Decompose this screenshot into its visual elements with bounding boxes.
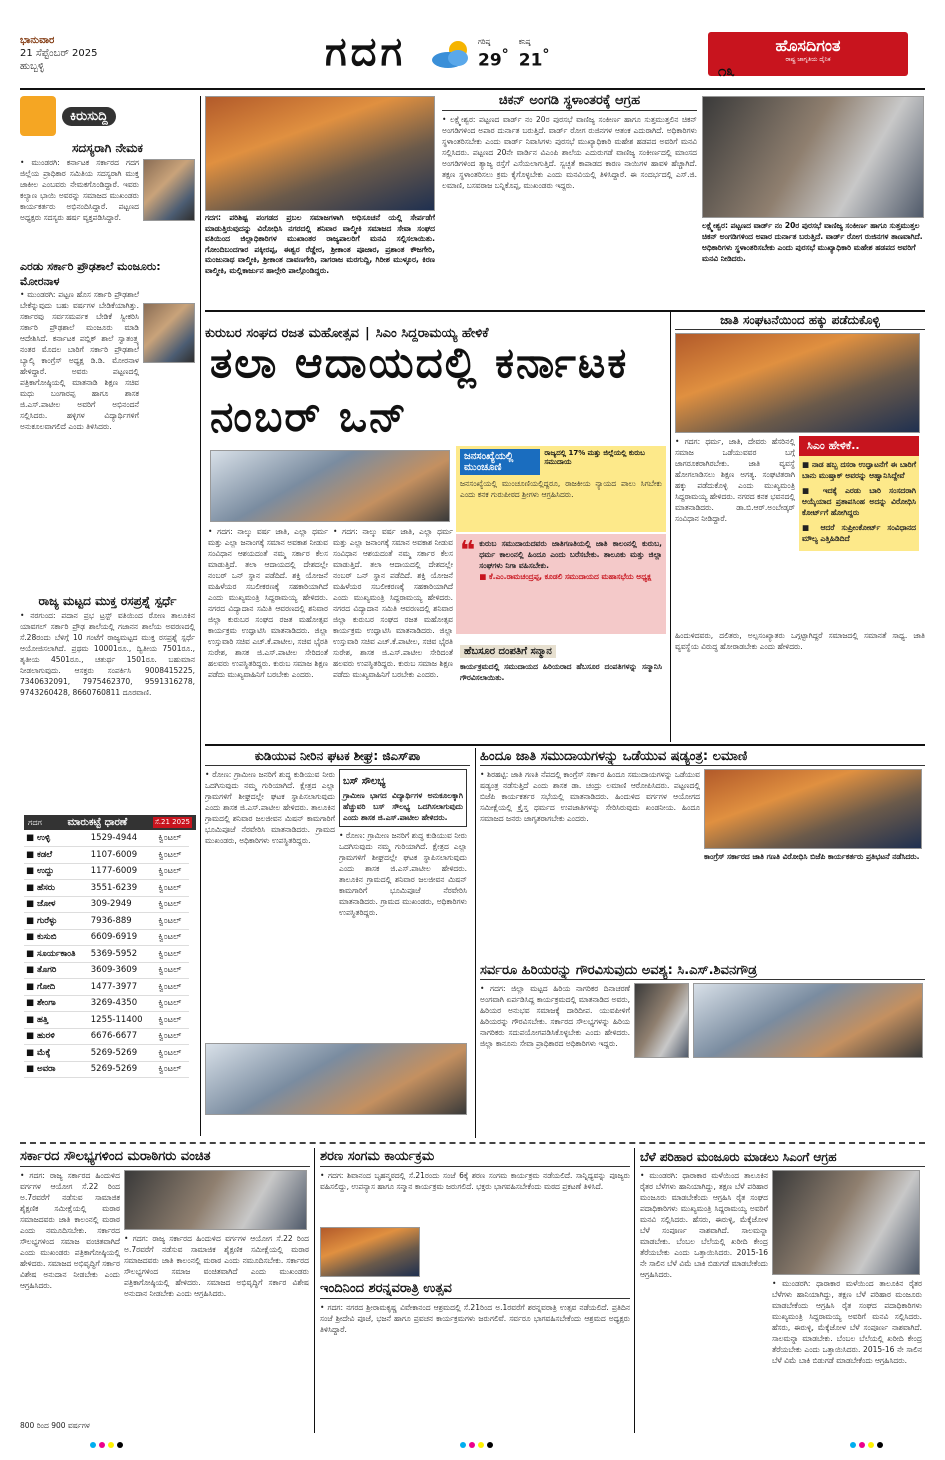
bus-head: ಬಸ್ ಸೌಲಭ್ಯ	[343, 776, 386, 787]
cm-point: ■ ನಾಡ ಹಬ್ಬ ದಸರಾ ಉದ್ಘಾಟನೆಗೆ ಈ ಬಾರಿಗೆ ಬಾನು ಮುಷ್ತಾಕ್ ಅವರನ್ನು ಆಹ್ವಾನಿಸಿದ್ದೇವೆ	[802, 460, 916, 480]
water-story	[205, 748, 470, 1138]
market-price: 1107-6009	[89, 847, 156, 864]
news-s1-head: ಸದಸ್ಯರಾಗಿ ನೇಮಕ	[72, 141, 143, 155]
market-row	[24, 929, 189, 946]
market-unit: ಕ್ವಿಂಟಲ್	[156, 1045, 189, 1062]
market-row	[24, 995, 189, 1012]
color-registration-marks-2	[460, 1442, 493, 1448]
kicker-sep: |	[365, 326, 370, 341]
market-price: 6609-6919	[89, 929, 156, 946]
kirusuddi-label: ಕಿರುಸುದ್ದಿ	[62, 107, 116, 126]
sanmana-box	[456, 636, 666, 736]
population-box-sub: ರಾಜ್ಯದಲ್ಲಿ 17% ಮತ್ತು ಜಿಲ್ಲೆಯಲ್ಲಿ ಕುರುಬ ಸಮುದಾಯ	[544, 449, 645, 466]
market-item: ■ ಮೆಕ್ಕೆ	[24, 1045, 89, 1062]
column-rule-5	[634, 1148, 635, 1433]
market-price: 1177-6009	[89, 863, 156, 880]
gowda-photo	[634, 983, 689, 1058]
market-unit: ಕ್ವಿಂಟಲ್	[156, 929, 189, 946]
chicken-caption: ಲಕ್ಷ್ಮೇಶ್ವರ: ಪಟ್ಟಣದ ವಾರ್ಡ್ ನಂ 20ರ ಪುರಸಭೆ ವಾಣಿಜ್ಯ ಸಂಕೀರ್ಣ ಹಾಗೂ ಸುತ್ತಮುತ್ತಲ ಚಿಕನ್ ಅಂಗಡಿಗಳಿಂದ ಅಪಾರ ದುರ್ನಾತ ಬರುತ್ತಿದೆ. ವಾರ್ಡ್ ರೋಗ ರುಜಿನಗಳ ತಾಣವಾಗಿದೆ. ಅಧಿಕಾರಿಗಳು ಸ್ಥಳಾಂತರಿಸಬೇಕು ಎಂದು ಪುರಸಭೆ ಮುಖ್ಯಾಧಿಕಾರಿ ಮಹೇಶ ಹಡಪದ ಅವರಿಗೆ ಮನವಿ ನೀಡಿದರು.	[702, 221, 923, 263]
news-s2-body: • ಮುಂಡರಗಿ: ಪಟ್ಟಣ ಹೊಸ ಸರ್ಕಾರಿ ಪ್ರೌಢಶಾಲೆ ಬೇಕೆನ್ನುವುದು ಬಹು ವರ್ಷಗಳ ಬೇಡಿಕೆಯಾಗಿತ್ತು. ಸರ್ಕಾರವು ಸರ್ವಸಮರ್ಪಕ ಬೇಡಿಕೆ ಸ್ವೀಕರಿಸಿ ಸರ್ಕಾರಿ ಪ್ರೌಢಶಾಲೆ ಮಂಜೂರು ಮಾಡಿ ಆದೇಶಿಸಿದೆ. ಕರ್ನಾಟಕ ಪಬ್ಲಿಕ್ ಶಾಲೆ ಸ್ವಾತಂತ್ರ್ಯ ನಂತರ ಮೊದಲ ಬಾರಿಗೆ ಸರ್ಕಾರಿ ಪ್ರೌಢಶಾಲೆ ಬ್ಯಾಲ್ಕಿ ಕಾಂಗ್ರೆಸ್ ಅಧ್ಯಕ್ಷ ಡಿ.ಡಿ. ಮೋರನಾಳ ಹೇಳಿದ್ದಾರೆ. ಅವರು ಪಟ್ಟಣದಲ್ಲಿ ಪತ್ರಿಕಾಗೋಷ್ಠಿಯಲ್ಲಿ ಮಾತನಾಡಿ ಶಿಕ್ಷಣ ಸಚಿವ ಮಧು ಬಂಗಾರಪ್ಪ ಹಾಗೂ ಶಾಸಕ ಜಿ.ಎಸ್.ಪಾಟೀಲ ಅವರಿಗೆ ಅಭಿನಂದನೆ ಸಲ್ಲಿಸಿದರು. ಹಳ್ಳಿಗಳ ವಿದ್ಯಾರ್ಥಿಗಳಿಗೆ ಅನುಕೂಲವಾಗಲಿದೆ ಎಂದು ತಿಳಿಸಿದರು.	[20, 290, 139, 431]
max-temp: ಗರಿಷ್ಠ 29°	[478, 38, 509, 71]
market-row	[24, 946, 189, 963]
market-item: ■ ಹುರಳಿ	[24, 1028, 89, 1045]
population-box-body: ಜನಸಂಖ್ಯೆಯಲ್ಲಿ ಮುಂಚೂಣಿಯಲ್ಲಿದ್ದರೂ, ರಾಜಕೀಯ ನ್ಯಾಯದ ಪಾಲು ಸಿಗಬೇಕು ಎಂದು ಕನಕ ಗುರುಪೀಠದ ಶ್ರೀಗಳು ಆಗ್ರಹಿಸಿದರು.	[460, 479, 662, 499]
chicken-body: • ಲಕ್ಷ್ಮೇಶ್ವರ: ಪಟ್ಟಣದ ವಾರ್ಡ್ ನಂ 20ರ ಪುರಸಭೆ ವಾಣಿಜ್ಯ ಸಂಕೀರ್ಣ ಹಾಗೂ ಸುತ್ತಮುತ್ತಲಿನ ಚಿಕನ್ ಅಂಗಡಿಗಳಿಂದ ಅಪಾರ ದುರ್ನಾತ ಬರುತ್ತಿದೆ. ವಾರ್ಡ್ ರೋಗ ರುಜಿನಗಳ ಆತಂಕ ಎದುರಾಗಿದೆ. ಅಧಿಕಾರಿಗಳು ಸ್ಥಳಾಂತರಿಸಬೇಕು ಎಂದು ವಾರ್ಡ್ ನಿವಾಸಿಗಳು ಪುರಸಭೆ ಮುಖ್ಯಾಧಿಕಾರಿ ಮಹೇಶ ಹಡಪದ ಅವರಿಗೆ ಮನವಿ ಸಲ್ಲಿಸಿದರು. ಪಟ್ಟಣದ 20ನೇ ವಾರ್ಡಿನ ವಿಎಂಪಿ ಶಾಲೆಯ ಎದುರುಗಡೆ ವಾಣಿಜ್ಯ ಸಂಕೀರ್ಣದಲ್ಲಿ ಮಾಂಸದ ಅಂಗಡಿಗಳಿಂದ ತ್ಯಾಜ್ಯ ರಸ್ತೆಗೆ ಎಸೆಯಲಾಗುತ್ತಿದೆ. ಸ್ವಚ್ಛತೆ ಕಾಪಾಡದ ಕಾರಣ ನಾಯಿಗಳ ಹಾವಳಿ ಹೆಚ್ಚಾಗಿದೆ. ತಕ್ಷಣ ಸ್ಥಳಾಂತರಿಸಲು ಕ್ರಮ ಕೈಗೊಳ್ಳಬೇಕು ಎಂದು ಮನವಿಯಲ್ಲಿ ತಿಳಿಸಿದ್ದಾರೆ. ಈ ಸಂದರ್ಭದಲ್ಲಿ ಎಸ್.ಜಿ. ಲಮಾಣಿ, ಬಸವರಾಜ ಬನ್ನಿಕೊಪ್ಪ, ಮುಖಂಡರು ಇದ್ದರು.	[442, 115, 697, 190]
crop-photo	[772, 1170, 920, 1275]
market-item: ■ ಜೋಳ	[24, 896, 89, 913]
market-row	[24, 863, 189, 880]
top-photo-caption: ಗದಗ: ಪರಿಶಿಷ್ಟ ಪಂಗಡದ ಪ್ರಬಲ ಸಮಾಜಗಳಾಗಿ ಅಧಿಸೂಚನೆ ಯಲ್ಲಿ ಸೇರ್ಪಡೆಗೆ ಮಾಡುತ್ತಿರುವುದನ್ನು ವಿರೋಧಿಸಿ ನಗರದಲ್ಲಿ ಶನಿವಾರ ವಾಲ್ಮೀಕಿ ಸಮಾಜದ ಸೇವಾ ಸಂಘದ ವತಿಯಿಂದ ಜಿಲ್ಲಾಧಿಕಾರಿಗಳ ಮುಖಾಂತರ ರಾಜ್ಯಪಾಲರಿಗೆ ಮನವಿ ಸಲ್ಲಿಸಲಾಯಿತು. ಗೋಂದಿಬಂದಗಾರ ಪಕ್ಕೀರಪ್ಪ, ಈಶ್ವರ ರೆಡ್ಡೇರ, ಶ್ರೀಕಾಂತ ಪೂಜಾರ, ಪ್ರಶಾಂತ ಕೌಜಗೇರಿ, ಮಂಜುನಾಥ ವಾಲ್ಮೀಕಿ, ಶ್ರೀಕಾಂತ ದಾವಣಗೇರಿ, ನಾಗರಾಜ ಮರಗುದ್ದಿ, ಗಿರೀಶ ಮುಳ್ಳೂರ, ಕಿರಣ ವಾಲ್ಮೀಕಿ, ಮಲ್ಲಿಕಾರ್ಜುನ ಹಾಲ್ಗೇರಿ ಪಾಲ್ಗೊಂಡಿದ್ದರು.	[205, 213, 435, 275]
market-row	[24, 913, 189, 930]
jati-story	[675, 312, 925, 742]
water-body: • ರೋಣ: ಗ್ರಾಮೀಣ ಜನರಿಗೆ ಶುದ್ಧ ಕುಡಿಯುವ ನೀರು ಒದಗಿಸುವುದು ನಮ್ಮ ಗುರಿಯಾಗಿದೆ. ಕ್ಷೇತ್ರದ ಎಲ್ಲಾ ಗ್ರಾಮಗಳಿಗೆ ಶೀಘ್ರದಲ್ಲೇ ಘಟಕ ಸ್ಥಾಪಿಸಲಾಗುವುದು ಎಂದು ಶಾಸಕ ಜಿ.ಎಸ್.ಪಾಟೀಲ ಹೇಳಿದರು. ತಾಲೂಕಿನ ಗ್ರಾಮದಲ್ಲಿ ಶನಿವಾರ ಜಲಜೀವನ ಮಿಷನ್ ಕಾಮಗಾರಿಗೆ ಭೂಮಿಪೂಜೆ ನೆರವೇರಿಸಿ ಮಾತನಾಡಿದರು. ಗ್ರಾಮದ ಮುಖಂಡರು, ಅಧಿಕಾರಿಗಳು ಉಪಸ್ಥಿತರಿದ್ದರು.	[205, 770, 335, 845]
market-row	[24, 880, 189, 897]
market-unit: ಕ್ವಿಂಟಲ್	[156, 1028, 189, 1045]
maratha-photo	[124, 1170, 307, 1230]
water-head: ಕುಡಿಯುವ ನೀರಿನ ಘಟಕ ಶೀಘ್ರ: ಜಿಎಸ್‌ಪಾ	[205, 748, 470, 766]
chicken-story	[442, 92, 697, 308]
market-row	[24, 1012, 189, 1029]
market-price: 5269-5269	[89, 1045, 156, 1062]
market-row	[24, 847, 189, 864]
kicker-right: ಸಿಎಂ ಸಿದ್ದರಾಮಯ್ಯ ಹೇಳಿಕೆ	[375, 326, 489, 341]
market-unit: ಕ್ವಿಂಟಲ್	[156, 946, 189, 963]
news-s2-head: ಎರಡು ಸರ್ಕಾರಿ ಪ್ರೌಢಶಾಲೆ ಮಂಜೂರು: ಮೋರನಾಳ	[20, 260, 161, 288]
market-row	[24, 896, 189, 913]
market-price: 309-2949	[89, 896, 156, 913]
cm-box	[799, 436, 919, 626]
masthead-title: ಗದಗ	[325, 29, 407, 75]
market-unit: ಕ್ವಿಂಟಲ್	[156, 979, 189, 996]
column-rule-4	[314, 1148, 315, 1433]
market-date: ಸೆ.21 2025	[154, 818, 190, 826]
sharana-head: ಶರಣ ಸಂಗಮ ಕಾರ್ಯಕ್ರಮ	[320, 1148, 630, 1167]
sanmana-body: ಕಾರ್ಯಕ್ರಮದಲ್ಲಿ ಸಮುದಾಯದ ಹಿರಿಯರಾದ ಹೆಬಸೂರ ದಂಪತಿಗಳನ್ನು ಸನ್ಮಾನಿಸಿ ಗೌರವಿಸಲಾಯಿತು.	[460, 662, 662, 682]
quote-by: ■ ಕೆ.ಎಂ.ರಾಮಚಂದ್ರಪ್ಪ, ಕೂಡಲಿ ಸಮುದಾಯದ ಮಹಾಸಭೆಯ ಅಧ್ಯಕ್ಷ	[479, 572, 652, 581]
lamani-photo	[704, 769, 922, 849]
portrait-photo	[143, 159, 195, 221]
bottom-rule	[20, 1142, 925, 1144]
maratha-head: ಸರ್ಕಾರದ ಸೌಲಭ್ಯಗಳಿಂದ ಮರಾಠಿಗರು ವಂಚಿತ	[20, 1148, 310, 1167]
market-item: ■ ತೊಗರಿ	[24, 962, 89, 979]
portrait-photo-2	[143, 303, 195, 363]
kirusuddi-banner	[20, 96, 195, 136]
quote-icon: ❝	[460, 536, 476, 566]
maratha-tail: 800 ರಿಂದ 900 ವರ್ಷಗಳ	[20, 1421, 90, 1430]
lamani-head: ಹಿಂದೂ ಜಾತಿ ಸಮುದಾಯಗಳನ್ನು ಒಡೆಯುವ ಷಡ್ಯಂತ್ರ: ಲಮಾಣಿ	[480, 748, 925, 766]
market-price: 1477-3977	[89, 979, 156, 996]
sharana-photo	[320, 1227, 420, 1277]
market-rates	[24, 815, 196, 1135]
market-unit: ಕ್ವಿಂಟಲ್	[156, 913, 189, 930]
lamani-caption: ಕಾಂಗ್ರೆಸ್ ಸರ್ಕಾರದ ಜಾತಿ ಗಣತಿ ವಿರೋಧಿಸಿ ಬಿಜೆಪಿ ಕಾರ್ಯಕರ್ತರು ಪ್ರತಿಭಟನೆ ನಡೆಸಿದರು.	[704, 852, 920, 861]
cm-point: ■ ಇದಕ್ಕೆ ಎರಡು ಬಾರಿ ಸಂಸದರಾಗಿ ಆಯ್ಕೆಯಾದ ಪ್ರತಾಪಸಿಂಹ ಅದನ್ನು ವಿರೋಧಿಸಿ ಕೋರ್ಟ್‌ಗೆ ಹೋಗಿದ್ದರು	[802, 486, 916, 517]
main-body-2: • ಗದಗ: ನಾಲ್ಕು ವರ್ಷ ಜಾತಿ, ಎಲ್ಲಾ ಧರ್ಮ ಮತ್ತು ಎಲ್ಲಾ ಜನಾಂಗಕ್ಕೆ ಸಮಾನ ಅವಕಾಶ ನೀಡುವ ಸಂವಿಧಾನ ಆಶಯದಂತೆ ನಮ್ಮ ಸರ್ಕಾರ ಕೆಲಸ ಮಾಡುತ್ತಿದೆ. ತಲಾ ಆದಾಯದಲ್ಲಿ ದೇಶದಲ್ಲೇ ನಂಬರ್ ಒನ್ ಸ್ಥಾನ ಪಡೆದಿದೆ. ಶಕ್ತಿ ಯೋಜನೆ ಮಹಿಳೆಯರ ಸಬಲೀಕರಣಕ್ಕೆ ಸಹಕಾರಿಯಾಗಿದೆ ಎಂದು ಮುಖ್ಯಮಂತ್ರಿ ಸಿದ್ದರಾಮಯ್ಯ ಹೇಳಿದರು. ನಗರದ ವಿದ್ಯಾದಾನ ಸಮಿತಿ ಆವರಣದಲ್ಲಿ ಶನಿವಾರ ಜಿಲ್ಲಾ ಕುರುಬರ ಸಂಘದ ರಜತ ಮಹೋತ್ಸವ ಕಾರ್ಯಕ್ರಮ ಉದ್ಘಾಟಿಸಿ ಮಾತನಾಡಿದರು. ಜಿಲ್ಲಾ ಉಸ್ತುವಾರಿ ಸಚಿವ ಎಚ್.ಕೆ.ಪಾಟೀಲ, ಸಚಿವ ಭೈರತಿ ಸುರೇಶ, ಶಾಸಕ ಜಿ.ಎಸ್.ಪಾಟೀಲ ಸೇರಿದಂತೆ ಹಲವರು ಉಪಸ್ಥಿತರಿದ್ದರು. ಕುರುಬ ಸಮಾಜ ಶಿಕ್ಷಣ ಪಡೆದು ಮುಖ್ಯವಾಹಿನಿಗೆ ಬರಬೇಕು ಎಂದರು.	[333, 527, 453, 679]
market-price: 5269-5269	[89, 1061, 156, 1078]
stage-photo	[210, 450, 450, 522]
navaratri-head: ಇಂದಿನಿಂದ ಶರನ್ನವರಾತ್ರಿ ಉತ್ಸವ	[320, 1280, 630, 1299]
min-temp: ಕನಿಷ್ಠ 21°	[518, 38, 550, 71]
market-price: 3551-6239	[89, 880, 156, 897]
maratha-body-2: • ಗದಗ: ರಾಜ್ಯ ಸರ್ಕಾರದ ಹಿಂದುಳಿದ ವರ್ಗಗಳ ಆಯೋಗ ಸೆ.22 ರಿಂದ ಅ.7ರವರೆಗೆ ನಡೆಸುವ ಸಾಮಾಜಿಕ ಶೈಕ್ಷಣಿಕ ಸಮೀಕ್ಷೆಯಲ್ಲಿ ಮರಾಠ ಸಮಾಜದವರು ಜಾತಿ ಕಾಲಂನಲ್ಲಿ ಮರಾಠ ಎಂದು ನಮೂದಿಸಬೇಕು. ಸರ್ಕಾರದ ಸೌಲಭ್ಯಗಳಿಂದ ಸಮಾಜ ವಂಚಿತವಾಗಿದೆ ಎಂದು ಮುಖಂಡರು ಪತ್ರಿಕಾಗೋಷ್ಠಿಯಲ್ಲಿ ಹೇಳಿದರು. ಸಮಾಜದ ಅಭಿವೃದ್ಧಿಗೆ ಸರ್ಕಾರ ವಿಶೇಷ ಅನುದಾನ ನೀಡಬೇಕು ಎಂದು ಆಗ್ರಹಿಸಿದರು.	[124, 1234, 309, 1298]
paper-logo	[708, 32, 908, 76]
chicken-head: ಚಿಕನ್ ಅಂಗಡಿ ಸ್ಥಳಾಂತರಕ್ಕೆ ಆಗ್ರಹ	[442, 92, 697, 111]
market-row	[24, 962, 189, 979]
navaratri-body: • ಗದಗ: ನಗರದ ಶ್ರೀರಾಮಕೃಷ್ಣ ವಿವೇಕಾನಂದ ಆಶ್ರಮದಲ್ಲಿ ಸೆ.21ರಿಂದ ಅ.1ರವರೆಗೆ ಶರನ್ನವರಾತ್ರಿ ಉತ್ಸವ ನಡೆಯಲಿದೆ. ಪ್ರತಿದಿನ ಸಂಜೆ ಶ್ರೀದೇವಿ ಪೂಜೆ, ಭಜನೆ ಹಾಗೂ ಪ್ರವಚನ ಕಾರ್ಯಕ್ರಮಗಳು ಜರುಗಲಿವೆ. ಸರ್ವರೂ ಭಾಗವಹಿಸಬೇಕೆಂದು ಆಶ್ರಮದ ಅಧ್ಯಕ್ಷರು ತಿಳಿಸಿದ್ದಾರೆ.	[320, 1303, 630, 1334]
market-row	[24, 1045, 189, 1062]
quote-text: ಕುರುಬ ಸಮುದಾಯದವರು ಜಾತಿಗಣತಿಯಲ್ಲಿ ಜಾತಿ ಕಾಲಂನಲ್ಲಿ ಕುರುಬ, ಧರ್ಮ ಕಾಲಂನಲ್ಲಿ ಹಿಂದೂ ಎಂದು ಬರೆಸಬೇಕು. ತಾಲೂಕು ಮತ್ತು ಜಿಲ್ಲಾ ಸಂಘಗಳು ನಿಗಾ ವಹಿಸಬೇಕು.	[479, 539, 662, 570]
market-title: ಮಾರುಕಟ್ಟೆ ಧಾರಣೆ	[67, 817, 128, 828]
market-price: 3269-4350	[89, 995, 156, 1012]
gowda-photo-2	[693, 983, 923, 1058]
market-unit: ಕ್ವಿಂಟಲ್	[156, 995, 189, 1012]
protest-photo	[205, 96, 435, 211]
jati-head: ಜಾತಿ ಸಂಘಟನೆಯಿಂದ ಹಕ್ಕು ಪಡೆದುಕೊಳ್ಳಿ	[675, 312, 925, 330]
lamani-body: • ಶಿರಹಟ್ಟಿ: ಜಾತಿ ಗಣತಿ ನೆಪದಲ್ಲಿ ಕಾಂಗ್ರೆಸ್ ಸರ್ಕಾರ ಹಿಂದೂ ಸಮುದಾಯಗಳನ್ನು ಒಡೆಯುವ ಷಡ್ಯಂತ್ರ ನಡೆಸುತ್ತಿದೆ ಎಂದು ಶಾಸಕ ಡಾ. ಚಂದ್ರು ಲಮಾಣಿ ಆರೋಪಿಸಿದರು. ಪಟ್ಟಣದಲ್ಲಿ ಬಿಜೆಪಿ ಕಾರ್ಯಕರ್ತರ ಸಭೆಯಲ್ಲಿ ಮಾತನಾಡಿದರು. ಹಿಂದುಳಿದ ವರ್ಗಗಳ ಆಯೋಗದ ಸಮೀಕ್ಷೆಯಲ್ಲಿ ಕ್ರೈಸ್ತ ಧರ್ಮದ ಉಪಜಾತಿಗಳನ್ನು ಸೇರಿಸಿರುವುದು ಖಂಡನೀಯ. ಹಿಂದೂ ಸಮಾಜದ ಜನರು ಜಾಗೃತರಾಗಬೇಕು ಎಂದರು.	[480, 770, 700, 823]
jati-photo	[675, 333, 920, 433]
maratha-story	[20, 1148, 310, 1433]
market-item: ■ ಸೂರ್ಯಕಾಂತಿ	[24, 946, 89, 963]
water-body-2: • ರೋಣ: ಗ್ರಾಮೀಣ ಜನರಿಗೆ ಶುದ್ಧ ಕುಡಿಯುವ ನೀರು ಒದಗಿಸುವುದು ನಮ್ಮ ಗುರಿಯಾಗಿದೆ. ಕ್ಷೇತ್ರದ ಎಲ್ಲಾ ಗ್ರಾಮಗಳಿಗೆ ಶೀಘ್ರದಲ್ಲೇ ಘಟಕ ಸ್ಥಾಪಿಸಲಾಗುವುದು ಎಂದು ಶಾಸಕ ಜಿ.ಎಸ್.ಪಾಟೀಲ ಹೇಳಿದರು. ತಾಲೂಕಿನ ಗ್ರಾಮದಲ್ಲಿ ಶನಿವಾರ ಜಲಜೀವನ ಮಿಷನ್ ಕಾಮಗಾರಿಗೆ ಭೂಮಿಪೂಜೆ ನೆರವೇರಿಸಿ ಮಾತನಾಡಿದರು. ಗ್ರಾಮದ ಮುಖಂಡರು, ಅಧಿಕಾರಿಗಳು ಉಪಸ್ಥಿತರಿದ್ದರು.	[339, 831, 467, 917]
market-item: ■ ಗೋದಿ	[24, 979, 89, 996]
market-unit: ಕ್ವಿಂಟಲ್	[156, 847, 189, 864]
column-rule-3	[475, 748, 476, 1138]
issue-info	[20, 34, 190, 73]
crop-body-2: • ಮುಂಡರಗಿ: ಧಾರಾಕಾರ ಮಳೆಯಿಂದ ತಾಲೂಕಿನ ರೈತರ ಬೆಳೆಗಳು ಹಾನಿಯಾಗಿದ್ದು, ತಕ್ಷಣ ಬೆಳೆ ಪರಿಹಾರ ಮಂಜೂರು ಮಾಡಬೇಕೆಂದು ಆಗ್ರಹಿಸಿ ರೈತ ಸಂಘದ ಪದಾಧಿಕಾರಿಗಳು ಮುಖ್ಯಮಂತ್ರಿ ಸಿದ್ದರಾಮಯ್ಯ ಅವರಿಗೆ ಮನವಿ ಸಲ್ಲಿಸಿದರು. ಹೆಸರು, ಈರುಳ್ಳಿ, ಮೆಕ್ಕೆಜೋಳ ಬೆಳೆ ಸಂಪೂರ್ಣ ನಾಶವಾಗಿದೆ. ಸಾಲಮನ್ನಾ ಮಾಡಬೇಕು. ಬೆಂಬಲ ಬೆಲೆಯಲ್ಲಿ ಖರೀದಿ ಕೇಂದ್ರ ತೆರೆಯಬೇಕು ಎಂದು ಒತ್ತಾಯಿಸಿದರು. 2015-16 ನೇ ಸಾಲಿನ ಬೆಳೆ ವಿಮೆ ಬಾಕಿ ಬಿಡುಗಡೆ ಮಾಡಬೇಕೆಂದು ಆಗ್ರಹಿಸಿದರು.	[772, 1279, 922, 1365]
paper-name: ಹೊಸದಿಗಂತ	[775, 36, 841, 55]
market-unit: ಕ್ವಿಂಟಲ್	[156, 863, 189, 880]
maratha-body: • ಗದಗ: ರಾಜ್ಯ ಸರ್ಕಾರದ ಹಿಂದುಳಿದ ವರ್ಗಗಳ ಆಯೋಗ ಸೆ.22 ರಿಂದ ಅ.7ರವರೆಗೆ ನಡೆಸುವ ಸಾಮಾಜಿಕ ಶೈಕ್ಷಣಿಕ ಸಮೀಕ್ಷೆಯಲ್ಲಿ ಮರಾಠ ಸಮಾಜದವರು ಜಾತಿ ಕಾಲಂನಲ್ಲಿ ಮರಾಠ ಎಂದು ನಮೂದಿಸಬೇಕು. ಸರ್ಕಾರದ ಸೌಲಭ್ಯಗಳಿಂದ ಸಮಾಜ ವಂಚಿತವಾಗಿದೆ ಎಂದು ಮುಖಂಡರು ಪತ್ರಿಕಾಗೋಷ್ಠಿಯಲ್ಲಿ ಹೇಳಿದರು. ಸಮಾಜದ ಅಭಿವೃದ್ಧಿಗೆ ಸರ್ಕಾರ ವಿಶೇಷ ಅನುದಾನ ನೀಡಬೇಕು ಎಂದು ಆಗ್ರಹಿಸಿದರು.	[20, 1171, 120, 1290]
market-price: 3609-3609	[89, 962, 156, 979]
issue-city: ಹುಬ್ಬಳ್ಳಿ	[20, 61, 45, 72]
cm-box-title: ಸಿಎಂ ಹೇಳಿಕೆ..	[799, 436, 919, 456]
temperature-readout	[478, 38, 550, 71]
news-s3-body: • ನರಗುಂದ: ಪದಾನ ಪ್ರಭ ಟ್ರಸ್ಟ್ ವತಿಯಿಂದ ರೋಣ ತಾಲೂಕಿನ ಯಾವಗಲ್ ಸರ್ಕಾರಿ ಪ್ರೌಢ ಶಾಲೆಯಲ್ಲಿ ಗಜಾನನ ಶಾಲೆಯ ಅವರಣದಲ್ಲಿ ಸೆ.28ರಂದು ಬೆಳಿಗ್ಗೆ 10 ಗಂಟೆಗೆ ರಾಜ್ಯಮಟ್ಟದ ಮುಕ್ತ ರಸಪ್ರಶ್ನೆ ಸ್ಪರ್ಧೆ ಆಯೋಜಿಸಲಾಗಿದೆ. ಪ್ರಥಮ 10001ರೂ., ದ್ವಿತೀಯ 7501ರೂ., ತೃತೀಯ 4501ರೂ., ಚತುರ್ಥ 1501ರೂ. ಬಹುಮಾನ ನೀಡಲಾಗುವುದು. ಆಸಕ್ತರು ಸಂಪರ್ಕಿಸಿ 9008415225, 7340632091, 7975462370, 9591316278, 9743260428, 8660760811 ದೂರವಾಣಿ.	[20, 611, 195, 697]
market-price: 1529-4944	[89, 830, 156, 847]
market-row	[24, 830, 189, 847]
market-unit: ಕ್ವಿಂಟಲ್	[156, 830, 189, 847]
kicker-left: ಕುರುಬರ ಸಂಘದ ರಜತ ಮಹೋತ್ಸವ	[205, 326, 359, 341]
market-item: ■ ಕುಸುಬಿ	[24, 929, 89, 946]
market-city: ಗದಗ	[28, 817, 42, 827]
market-unit: ಕ್ವಿಂಟಲ್	[156, 896, 189, 913]
market-item: ■ ಅವರಾ	[24, 1061, 89, 1078]
market-item: ■ ಉಳ್ಳಿ	[24, 830, 89, 847]
market-unit: ಕ್ವಿಂಟಲ್	[156, 880, 189, 897]
color-registration-marks-3	[850, 1442, 883, 1448]
quote-box	[456, 534, 666, 634]
lamani-story	[480, 748, 925, 958]
hand-icon	[20, 96, 56, 136]
paper-tagline: ರಾಷ್ಟ್ರ ಜಾಗೃತಿಯ ದೈನಿಕ	[785, 56, 831, 63]
crop-story	[640, 1148, 925, 1433]
market-row	[24, 979, 189, 996]
cm-points	[799, 456, 919, 551]
chicken-photo	[702, 96, 924, 218]
market-item: ■ ಕಡಲೆ	[24, 847, 89, 864]
jati-body: • ಗದಗ: ಧರ್ಮ, ಜಾತಿ, ದೇವರು ಹೆಸರಿನಲ್ಲಿ ಸಮಾಜ ಒಡೆಯುವವರ ಬಗ್ಗೆ ಜಾಗರೂಕರಾಗಿರಬೇಕು. ಜಾತಿ ವ್ಯವಸ್ಥೆ ಹೋಗಲಾಡಿಸಲು ಶಿಕ್ಷಣ ಅಗತ್ಯ. ಸಂಘಟಿತರಾಗಿ ಹಕ್ಕು ಪಡೆದುಕೊಳ್ಳಿ ಎಂದು ಮುಖ್ಯಮಂತ್ರಿ ಸಿದ್ದರಾಮಯ್ಯ ಹೇಳಿದರು. ನಗರದ ಕನಕ ಭವನದಲ್ಲಿ ಮಾತನಾಡಿದರು. ಡಾ.ಬಿ.ಆರ್.ಅಂಬೇಡ್ಕರ್ ಸಂವಿಧಾನ ನೀಡಿದ್ದಾರೆ.	[675, 437, 795, 523]
sharana-body: • ಗದಗ: ಶಿವಾನಂದ ಬೃಹನ್ಮಠದಲ್ಲಿ ಸೆ.21ರಂದು ಸಂಜೆ 6ಕ್ಕೆ ಶರಣ ಸಂಗಮ ಕಾರ್ಯಕ್ರಮ ನಡೆಯಲಿದೆ. ಸಾನ್ನಿಧ್ಯವನ್ನು ಪೂಜ್ಯರು ವಹಿಸಲಿದ್ದು, ಉಪನ್ಯಾಸ ಹಾಗೂ ಸನ್ಮಾನ ಕಾರ್ಯಕ್ರಮ ಜರುಗಲಿದೆ. ಭಕ್ತರು ಭಾಗವಹಿಸಬೇಕೆಂದು ಮಠದ ಪ್ರಕಟಣೆ ತಿಳಿಸಿದೆ.	[320, 1171, 630, 1191]
market-price: 1255-11400	[89, 1012, 156, 1029]
market-row	[24, 1061, 189, 1078]
market-item: ■ ಉದ್ದು	[24, 863, 89, 880]
page-number: ೧೩	[718, 62, 735, 80]
main-headline: ತಲಾ ಆದಾಯದಲ್ಲಿ ಕರ್ನಾಟಕ ನಂಬರ್ ಒನ್	[210, 338, 629, 441]
news-s3-head: ರಾಜ್ಯ ಮಟ್ಟದ ಮುಕ್ತ ರಸಪ್ರಶ್ನೆ ಸ್ಪರ್ಧೆ	[38, 594, 177, 608]
color-registration-marks	[90, 1442, 123, 1448]
bus-box	[339, 769, 467, 827]
crop-body: • ಮುಂಡರಗಿ: ಧಾರಾಕಾರ ಮಳೆಯಿಂದ ತಾಲೂಕಿನ ರೈತರ ಬೆಳೆಗಳು ಹಾನಿಯಾಗಿದ್ದು, ತಕ್ಷಣ ಬೆಳೆ ಪರಿಹಾರ ಮಂಜೂರು ಮಾಡಬೇಕೆಂದು ಆಗ್ರಹಿಸಿ ರೈತ ಸಂಘದ ಪದಾಧಿಕಾರಿಗಳು ಮುಖ್ಯಮಂತ್ರಿ ಸಿದ್ದರಾಮಯ್ಯ ಅವರಿಗೆ ಮನವಿ ಸಲ್ಲಿಸಿದರು. ಹೆಸರು, ಈರುಳ್ಳಿ, ಮೆಕ್ಕೆಜೋಳ ಬೆಳೆ ಸಂಪೂರ್ಣ ನಾಶವಾಗಿದೆ. ಸಾಲಮನ್ನಾ ಮಾಡಬೇಕು. ಬೆಂಬಲ ಬೆಲೆಯಲ್ಲಿ ಖರೀದಿ ಕೇಂದ್ರ ತೆರೆಯಬೇಕು ಎಂದು ಒತ್ತಾಯಿಸಿದರು. 2015-16 ನೇ ಸಾಲಿನ ಬೆಳೆ ವಿಮೆ ಬಾಕಿ ಬಿಡುಗಡೆ ಮಾಡಬೇಕೆಂದು ಆಗ್ರಹಿಸಿದರು.	[640, 1171, 768, 1279]
main-sidebar	[456, 446, 666, 742]
bus-body: ಗ್ರಾಮೀಣ ಭಾಗದ ವಿದ್ಯಾರ್ಥಿಗಳ ಅನುಕೂಲಕ್ಕಾಗಿ ಹೆಚ್ಚುವರಿ ಬಸ್ ಸೌಲಭ್ಯ ಒದಗಿಸಲಾಗುವುದು ಎಂದು ಶಾಸಕ ಜಿ.ಎಸ್.ಪಾಟೀಲ ಹೇಳಿದರು.	[343, 791, 463, 822]
gowda-head: ಸರ್ವರೂ ಹಿರಿಯರನ್ನು ಗೌರವಿಸುವುದು ಅವಶ್ಯ: ಸಿ.ಎಸ್.ಶಿವನಗೌಡ್ರ	[480, 962, 925, 980]
market-price: 7936-889	[89, 913, 156, 930]
market-unit: ಕ್ವಿಂಟಲ್	[156, 1061, 189, 1078]
column-rule	[200, 96, 201, 1136]
water-photo	[205, 1043, 467, 1115]
market-price: 5369-5952	[89, 946, 156, 963]
sharana-story	[320, 1148, 630, 1433]
population-box-head: ಜನಸಂಖ್ಯೆಯಲ್ಲಿ ಮುಂಚೂಣಿ	[460, 449, 540, 475]
section-rule-2	[205, 744, 925, 746]
market-item: ■ ಹೆಸರು	[24, 880, 89, 897]
market-item: ■ ಹತ್ತಿ	[24, 1012, 89, 1029]
market-unit: ಕ್ವಿಂಟಲ್	[156, 1012, 189, 1029]
issue-day: ಭಾನುವಾರ	[20, 35, 55, 46]
news-s1-body: • ಮುಂಡರಗಿ: ಕರ್ನಾಟಕ ಸರ್ಕಾರದ ಗದಗ ಜಿಲ್ಲೆಯ ಪ್ರಾಧಿಕಾರ ಸಮಿತಿಯ ಸದಸ್ಯರಾಗಿ ಮುಕ್ತ ಜಾಕೀಲ ಎಂಬವರು ನೇಮಕಗೊಂಡಿದ್ದಾರೆ. ಇವರು ಕಲ್ಯಾಣ ಭಾಯಿ ಅವರನ್ನು ಸಮಾಜದ ಮುಖಂಡರು ಕಾರ್ಯಕರ್ತರು ಅಭಿನಂದಿಸಿದ್ದಾರೆ. ಪಟ್ಟಣದ ಅಧ್ಯಕ್ಷರು ಸದಸ್ಯರು ಹರ್ಷ ವ್ಯಕ್ತಪಡಿಸಿದ್ದಾರೆ.	[20, 158, 139, 222]
issue-date: 21 ಸೆಪ್ಟೆಂಬರ್ 2025	[20, 48, 98, 59]
market-price: 6676-6677	[89, 1028, 156, 1045]
market-table	[24, 830, 189, 1078]
kirusuddi-column	[20, 96, 195, 796]
market-header	[24, 815, 196, 830]
gowda-body: • ಗದಗ: ಜಿಲ್ಲಾ ಮಟ್ಟದ ಹಿರಿಯ ನಾಗರಿಕರ ದಿನಾಚರಣೆ ಅಂಗವಾಗಿ ಏರ್ಪಡಿಸಿದ್ದ ಕಾರ್ಯಕ್ರಮದಲ್ಲಿ ಮಾತನಾಡಿದ ಅವರು, ಹಿರಿಯರ ಅನುಭವ ಸಮಾಜಕ್ಕೆ ದಾರಿದೀಪ. ಯುವಪೀಳಿಗೆ ಹಿರಿಯರನ್ನು ಗೌರವಿಸಬೇಕು. ಸರ್ಕಾರದ ಸೌಲಭ್ಯಗಳನ್ನು ಹಿರಿಯ ನಾಗರಿಕರು ಸದುಪಯೋಗಪಡಿಸಿಕೊಳ್ಳಬೇಕು ಎಂದು ಹೇಳಿದರು. ಜಿಲ್ಲಾ ಕಾನೂನು ಸೇವಾ ಪ್ರಾಧಿಕಾರದ ಅಧಿಕಾರಿಗಳು ಇದ್ದರು.	[480, 984, 630, 1048]
column-rule-2	[670, 312, 671, 742]
sanmana-head: ಹೆಬಸೂರ ದಂಪತಿಗೆ ಸನ್ಮಾನ	[460, 645, 556, 658]
header-rule	[20, 88, 925, 90]
market-item: ■ ಶೇಂಗಾ	[24, 995, 89, 1012]
jati-tail: ಹಿಂದುಳಿದವರು, ದಲಿತರು, ಅಲ್ಪಸಂಖ್ಯಾತರು ಒಗ್ಗಟ್ಟಾಗಿದ್ದರೆ ಸಮಾಜದಲ್ಲಿ ಸಮಾನತೆ ಸಾಧ್ಯ. ಜಾತಿ ವ್ಯವಸ್ಥೆಯ ವಿರುದ್ಧ ಹೋರಾಡಬೇಕು ಎಂದು ಹೇಳಿದರು.	[675, 631, 925, 651]
population-box	[456, 446, 666, 532]
gowda-story	[480, 962, 925, 1138]
market-unit: ಕ್ವಿಂಟಲ್	[156, 962, 189, 979]
market-row	[24, 1028, 189, 1045]
cm-point: ■ ಆದರೆ ಸುಪ್ರೀಂಕೋರ್ಟ್ ಸಂವಿಧಾನದ ಮೌಲ್ಯ ಎತ್ತಿಹಿಡಿದಿದೆ	[802, 523, 916, 543]
market-item: ■ ಗುರೆಳ್ಳು	[24, 913, 89, 930]
crop-head: ಬೆಳೆ ಪರಿಹಾರ ಮಂಜೂರು ಮಾಡಲು ಸಿಎಂಗೆ ಆಗ್ರಹ	[640, 1148, 925, 1167]
main-body-1: • ಗದಗ: ನಾಲ್ಕು ವರ್ಷ ಜಾತಿ, ಎಲ್ಲಾ ಧರ್ಮ ಮತ್ತು ಎಲ್ಲಾ ಜನಾಂಗಕ್ಕೆ ಸಮಾನ ಅವಕಾಶ ನೀಡುವ ಸಂವಿಧಾನ ಆಶಯದಂತೆ ನಮ್ಮ ಸರ್ಕಾರ ಕೆಲಸ ಮಾಡುತ್ತಿದೆ. ತಲಾ ಆದಾಯದಲ್ಲಿ ದೇಶದಲ್ಲೇ ನಂಬರ್ ಒನ್ ಸ್ಥಾನ ಪಡೆದಿದೆ. ಶಕ್ತಿ ಯೋಜನೆ ಮಹಿಳೆಯರ ಸಬಲೀಕರಣಕ್ಕೆ ಸಹಕಾರಿಯಾಗಿದೆ ಎಂದು ಮುಖ್ಯಮಂತ್ರಿ ಸಿದ್ದರಾಮಯ್ಯ ಹೇಳಿದರು. ನಗರದ ವಿದ್ಯಾದಾನ ಸಮಿತಿ ಆವರಣದಲ್ಲಿ ಶನಿವಾರ ಜಿಲ್ಲಾ ಕುರುಬರ ಸಂಘದ ರಜತ ಮಹೋತ್ಸವ ಕಾರ್ಯಕ್ರಮ ಉದ್ಘಾಟಿಸಿ ಮಾತನಾಡಿದರು. ಜಿಲ್ಲಾ ಉಸ್ತುವಾರಿ ಸಚಿವ ಎಚ್.ಕೆ.ಪಾಟೀಲ, ಸಚಿವ ಭೈರತಿ ಸುರೇಶ, ಶಾಸಕ ಜಿ.ಎಸ್.ಪಾಟೀಲ ಸೇರಿದಂತೆ ಹಲವರು ಉಪಸ್ಥಿತರಿದ್ದರು. ಕುರುಬ ಸಮಾಜ ಶಿಕ್ಷಣ ಪಡೆದು ಮುಖ್ಯವಾಹಿನಿಗೆ ಬರಬೇಕು ಎಂದರು.	[208, 527, 328, 679]
